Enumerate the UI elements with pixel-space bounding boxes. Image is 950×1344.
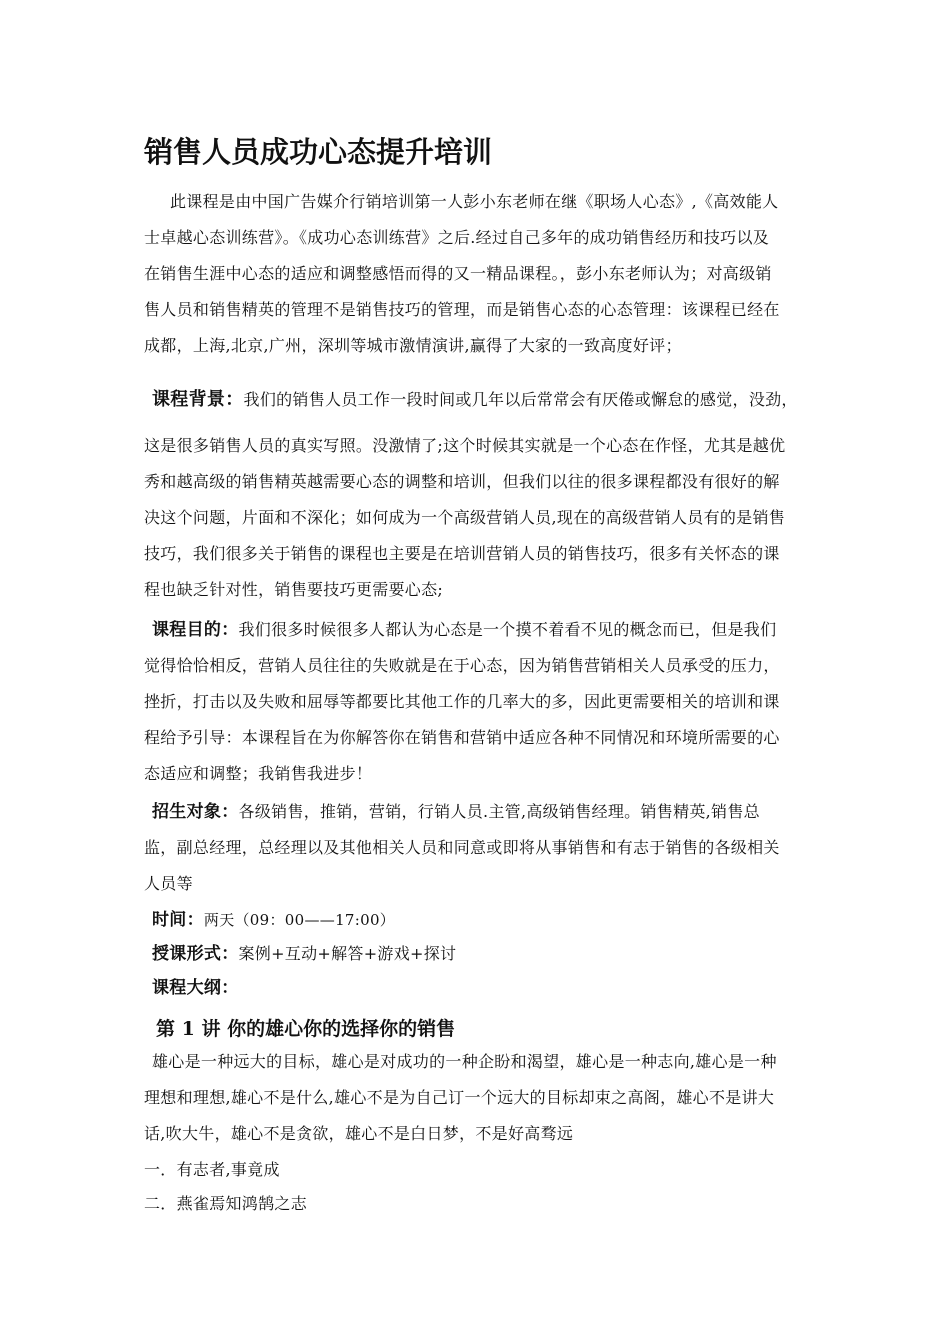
intro-line-5: 成都，上海,北京,广州，深圳等城市激情演讲,赢得了大家的一致高度好评； <box>144 336 682 355</box>
purpose-line-5: 态适应和调整；我销售我进步！ <box>144 764 373 783</box>
time-value: 两天（09：00——17:00） <box>203 911 396 929</box>
purpose-line-3: 挫折，打击以及失败和屈辱等都要比其他工作的几率大的多，因此更需要相关的培训和课 <box>144 692 780 711</box>
intro-line-1: 此课程是由中国广告媒介行销培训第一人彭小东老师在继《职场人心态》,《高效能人 <box>170 192 779 211</box>
intro-line-4: 售人员和销售精英的管理不是销售技巧的管理，而是销售心态的心态管理：该课程已经在 <box>144 300 780 319</box>
purpose-line-4: 程给予引导：本课程旨在为你解答你在销售和营销中适应各种不同情况和环境所需要的心 <box>144 728 780 747</box>
lecture-1-line-1: 雄心是一种远大的目标，雄心是对成功的一种企盼和渴望，雄心是一种志向,雄心是一种 <box>152 1052 777 1071</box>
outline-line <box>152 978 239 998</box>
background-first-text: 我们的销售人员工作一段时间或几年以后常常会有厌倦或懈怠的感觉，没劲， <box>243 390 798 409</box>
lecture-1-title: 第 1 讲 你的雄心你的选择你的销售 <box>156 1018 456 1040</box>
background-line-3: 秀和越高级的销售精英越需要心态的调整和培训，但我们以往的很多课程都没有很好的解 <box>144 472 780 491</box>
background-label: 课程背景 <box>152 389 226 410</box>
background-line-4: 决这个问题，片面和不深化；如何成为一个高级营销人员,现在的高级营销人员有的是销售 <box>144 508 786 527</box>
intro-line-2: 士卓越心态训练营》。《成功心态训练营》之后.经过自己多年的成功销售经历和技巧以及 <box>144 228 770 247</box>
purpose-first-line <box>152 620 776 640</box>
background-line-6: 程也缺乏针对性，销售要技巧更需要心态; <box>144 580 444 599</box>
outline-label: 课程大纲： <box>152 978 239 998</box>
format-value: 案例+互动+解答+游戏+探讨 <box>238 944 457 963</box>
audience-line-2: 监，副总经理，总经理以及其他相关人员和同意或即将从事销售和有志于销售的各级相关 <box>144 838 780 857</box>
format-line <box>152 944 456 964</box>
lecture-1-item-1: 一．有志者,事竟成 <box>144 1160 280 1179</box>
background-colon: ： <box>225 389 244 410</box>
background-first-line <box>152 390 798 410</box>
time-line <box>152 910 395 930</box>
audience-first-line <box>152 802 760 822</box>
audience-first-text: 各级销售，推销，营销，行销人员.主管,高级销售经理。销售精英,销售总 <box>238 802 760 821</box>
background-line-5: 技巧，我们很多关于销售的课程也主要是在培训营销人员的销售技巧，很多有关怀态的课 <box>144 544 780 563</box>
lecture-1-line-3: 话,吹大牛，雄心不是贪欲，雄心不是白日梦，不是好高骛远 <box>144 1124 574 1143</box>
lecture-1-item-2: 二．燕雀焉知鸿鹄之志 <box>144 1194 308 1213</box>
time-label: 时间： <box>152 910 204 930</box>
lecture-1-line-2: 理想和理想,雄心不是什么,雄心不是为自己订一个远大的目标却束之高阁，雄心不是讲大 <box>144 1088 775 1107</box>
purpose-label: 课程目的： <box>152 620 239 640</box>
intro-line-3: 在销售生涯中心态的适应和调整感悟而得的又一精品课程。，彭小东老师认为；对高级销 <box>144 264 772 283</box>
audience-label: 招生对象： <box>152 802 239 822</box>
format-label: 授课形式： <box>152 944 239 964</box>
audience-line-3: 人员等 <box>144 874 193 893</box>
document-title: 销售人员成功心态提升培训 <box>144 135 493 169</box>
purpose-first-text: 我们很多时候很多人都认为心态是一个摸不着看不见的概念而已，但是我们 <box>238 620 777 639</box>
background-line-2: 这是很多销售人员的真实写照。没激情了;这个时候其实就是一个心态在作怪，尤其是越优 <box>144 436 786 455</box>
purpose-line-2: 觉得恰恰相反，营销人员往往的失败就是在于心态，因为销售营销相关人员承受的压力， <box>144 656 780 675</box>
